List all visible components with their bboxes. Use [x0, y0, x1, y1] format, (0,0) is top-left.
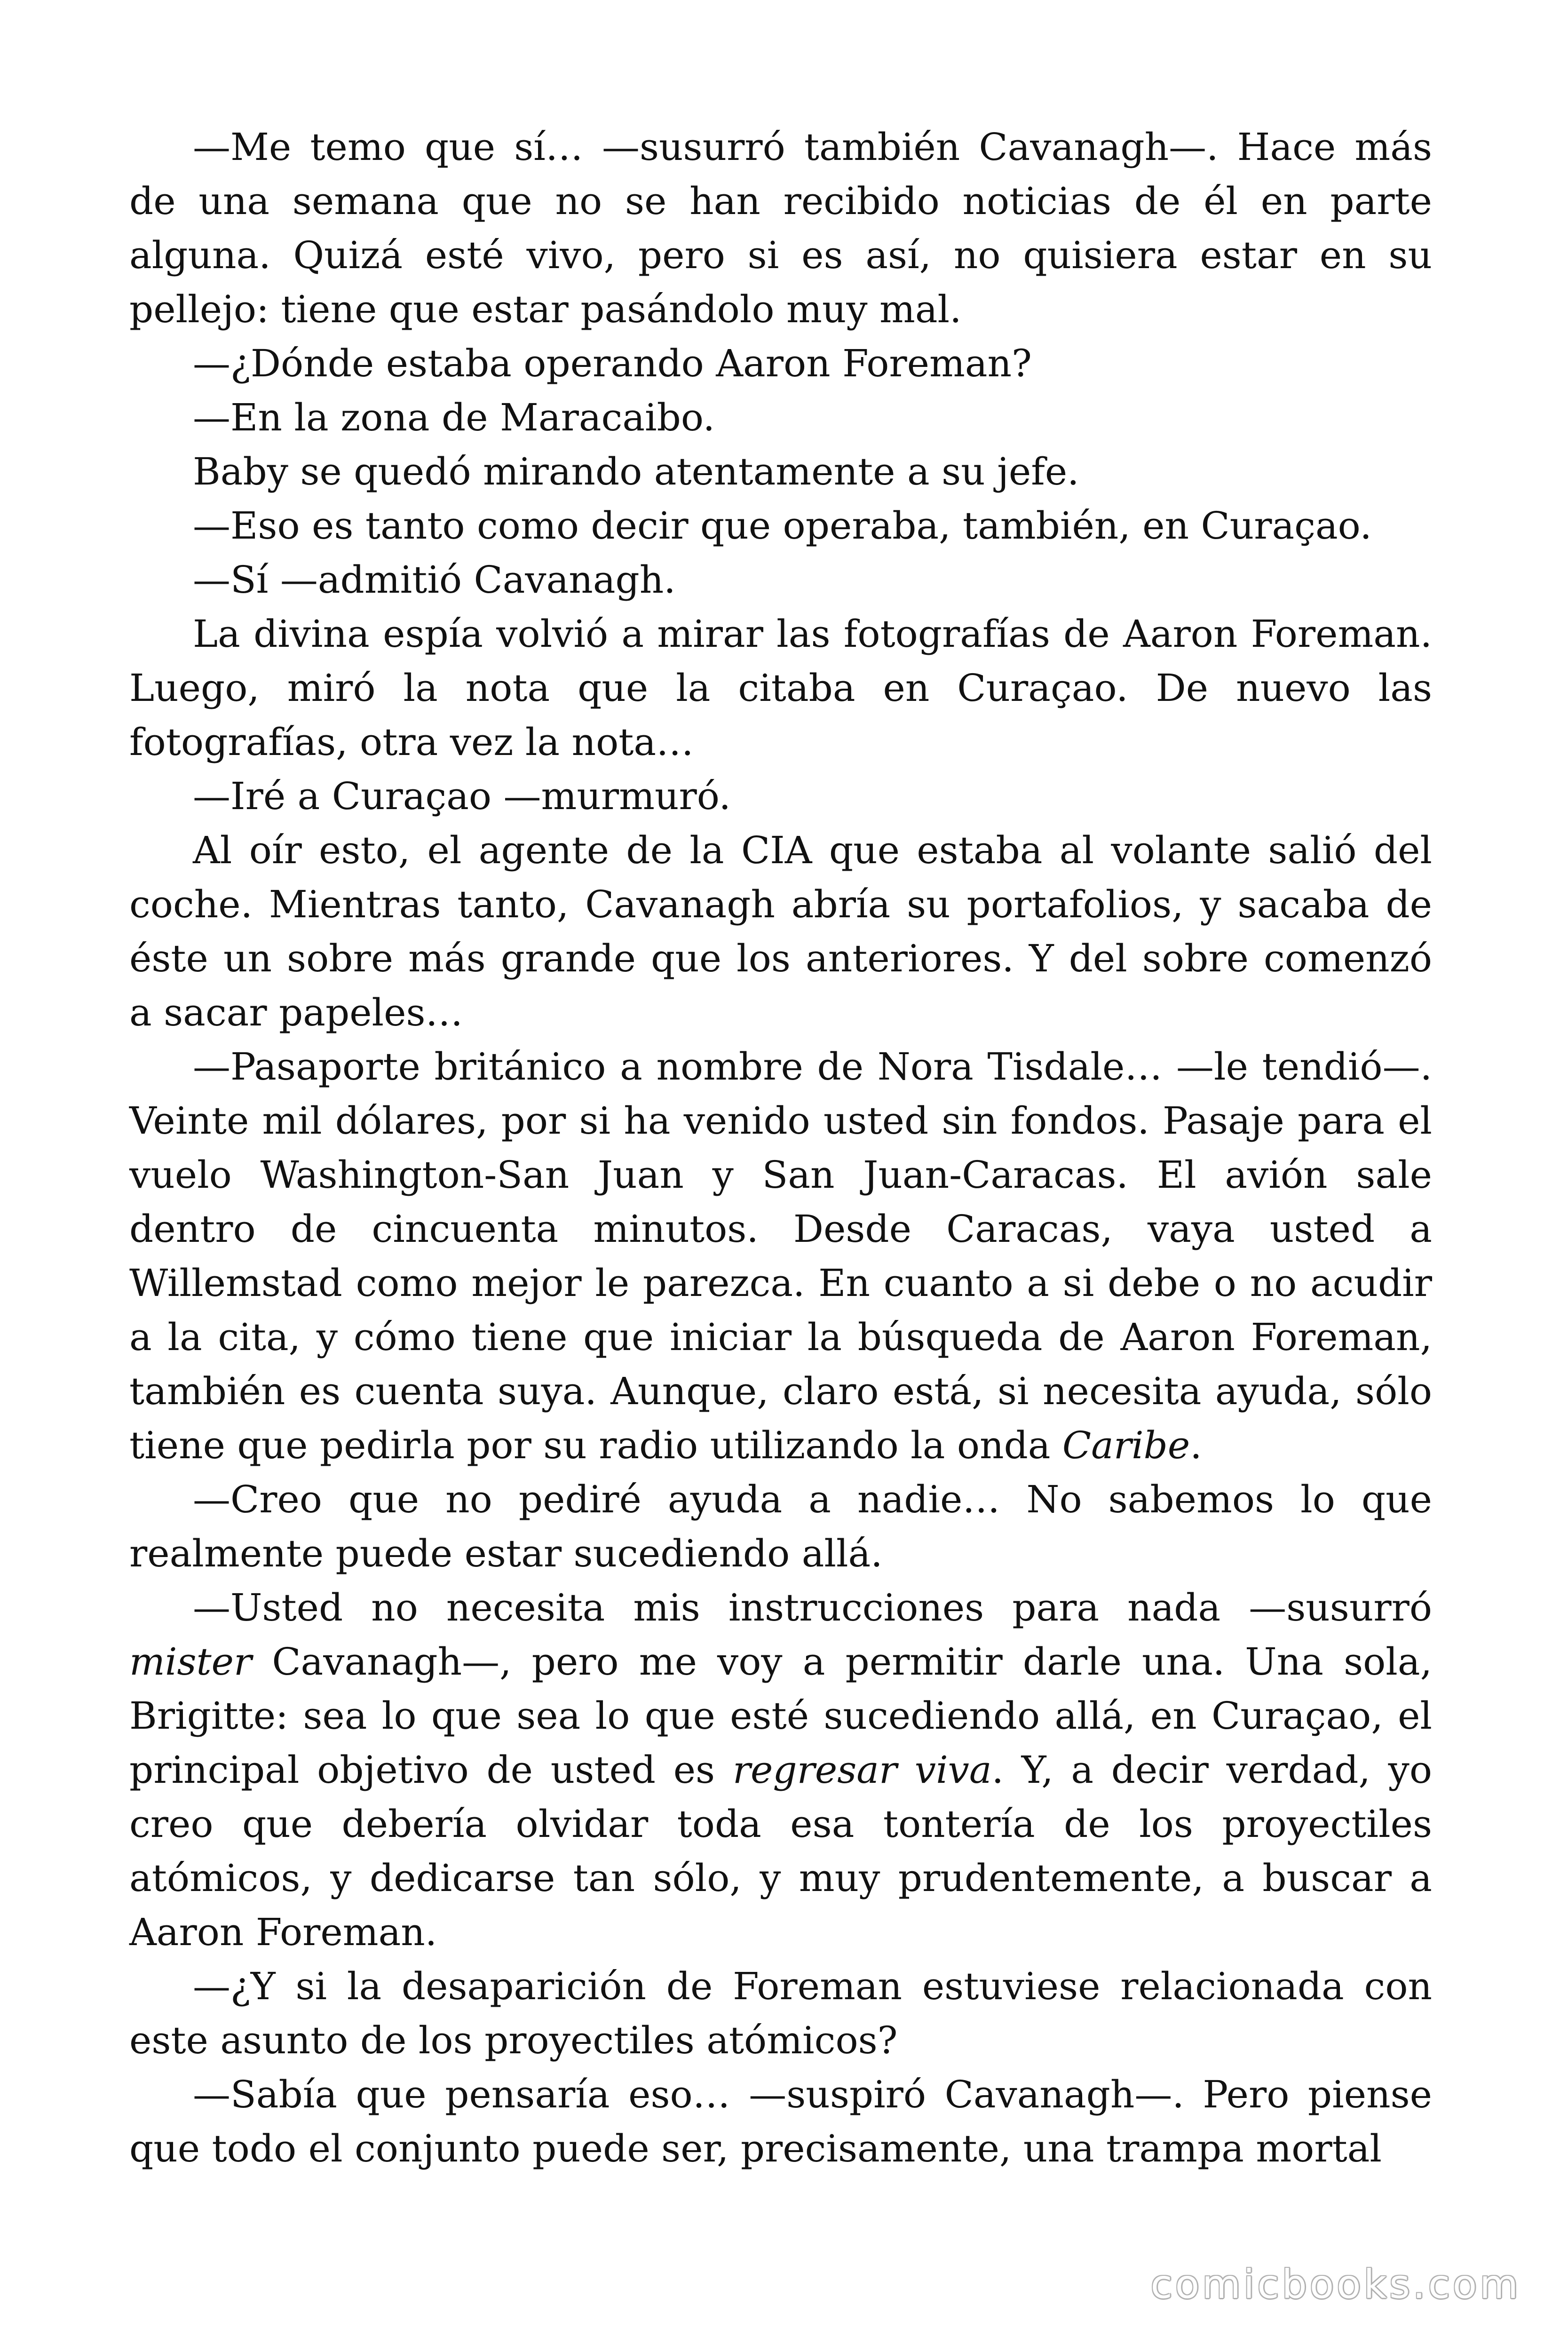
text-run: —Me temo que sí… —susurró también Cavanagh—. Hace más de una semana que no se han recibido noticias de él en parte alguna. Quizá esté vivo, pero si es así, no quisiera estar en su pellejo: tiene que estar pasándolo muy mal. — [129, 125, 1432, 331]
paragraph — [129, 553, 1432, 607]
text-run: —Sabía que pensaría eso… —suspiró Cavanagh—. Pero piense que todo el conjunto puede ser, precisamente, una trampa mortal — [129, 2073, 1432, 2170]
text-run: —¿Y si la desaparición de Foreman estuviese relacionada con este asunto de los proyectiles atómicos? — [129, 1964, 1432, 2062]
text-run: —Eso es tanto como decir que operaba, también, en Curaçao. — [193, 504, 1372, 548]
paragraph — [129, 499, 1432, 553]
watermark: comicbooks.com — [1150, 2261, 1521, 2307]
paragraph — [129, 120, 1432, 336]
text-run: —Sí —admitió Cavanagh. — [193, 558, 676, 602]
paragraph — [129, 1959, 1432, 2067]
body-text — [129, 120, 1432, 2176]
italic-text: regresar viva — [732, 1748, 992, 1792]
paragraph — [129, 1472, 1432, 1581]
text-run: La divina espía volvió a mirar las fotografías de Aaron Foreman. Luego, miró la nota que la citaba en Curaçao. De nuevo las fotografías, otra vez la nota… — [129, 612, 1432, 764]
paragraph — [129, 1581, 1432, 1959]
italic-text: mister — [129, 1640, 252, 1684]
paragraph — [129, 336, 1432, 390]
text-run: —Pasaporte británico a nombre de Nora Tisdale… —le tendió—. Veinte mil dólares, por si ha venido usted sin fondos. Pasaje para el vuelo Washington-San Juan y San Juan-Caracas. El avión sale dentro de cincuenta minutos. Desde Caracas, vaya usted a Willemstad como mejor le parezca. En cuanto a si debe o no acudir a la cita, y cómo tiene que iniciar la búsqueda de Aaron Foreman, también es cuenta suya. Aunque, claro está, si necesita ayuda, sólo tiene que pedirla por su radio utilizando la onda — [129, 1045, 1432, 1467]
text-run: —Creo que no pediré ayuda a nadie… No sabemos lo que realmente puede estar sucediendo allá. — [129, 1478, 1432, 1575]
paragraph — [129, 445, 1432, 499]
text-run: . — [1190, 1423, 1202, 1467]
paragraph — [129, 390, 1432, 445]
paragraph — [129, 1040, 1432, 1472]
text-run: —En la zona de Maracaibo. — [193, 396, 715, 439]
italic-text: Caribe — [1062, 1423, 1190, 1467]
paragraph — [129, 769, 1432, 823]
text-run: . Y, a decir verdad, yo creo que debería olvidar toda esa tontería de los proyectiles atómicos, y dedicarse tan sólo, y muy prudentemente, a buscar a Aaron Foreman. — [129, 1748, 1432, 1954]
text-run: Baby se quedó mirando atentamente a su jefe. — [193, 450, 1079, 493]
text-run: Al oír esto, el agente de la CIA que estaba al volante salió del coche. Mientras tanto, Cavanagh abría su portafolios, y sacaba de éste un sobre más grande que los anteriores. Y del sobre comenzó a sacar papeles… — [129, 828, 1432, 1034]
text-run: —Usted no necesita mis instrucciones para nada —susurró — [193, 1586, 1432, 1629]
text-run: —Iré a Curaçao —murmuró. — [193, 774, 731, 818]
text-run: —¿Dónde estaba operando Aaron Foreman? — [193, 342, 1032, 385]
paragraph — [129, 607, 1432, 769]
text-run: Cavanagh—, pero me voy a permitir darle una. Una sola, Brigitte: sea lo que sea lo que esté sucediendo allá, en Curaçao, el principal objetivo de usted es — [129, 1640, 1432, 1792]
paragraph — [129, 2067, 1432, 2176]
paragraph — [129, 823, 1432, 1040]
